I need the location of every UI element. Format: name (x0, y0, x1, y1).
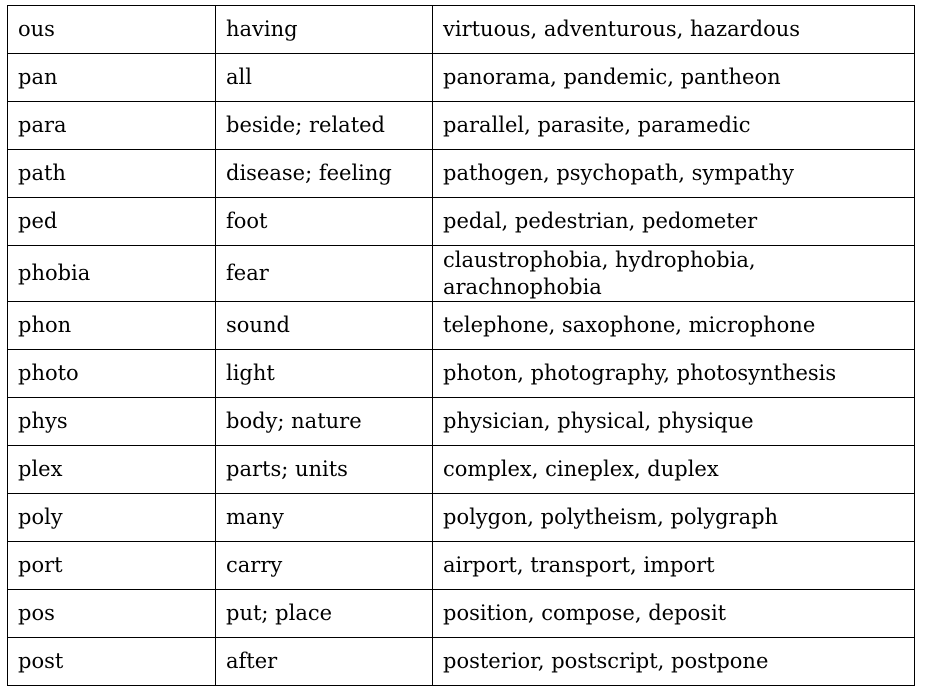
table-row (8, 246, 915, 302)
table-row (8, 542, 915, 590)
examples-cell: pathogen, psychopath, sympathy (433, 150, 915, 198)
meaning-cell: foot (216, 198, 433, 246)
root-cell: poly (8, 494, 216, 542)
examples-cell: telephone, saxophone, microphone (433, 302, 915, 350)
examples-cell: parallel, parasite, paramedic (433, 102, 915, 150)
meaning-cell: many (216, 494, 433, 542)
root-cell: para (8, 102, 216, 150)
root-cell: post (8, 638, 216, 686)
document-page (7, 5, 915, 686)
examples-cell: complex, cineplex, duplex (433, 446, 915, 494)
examples-cell: photon, photography, photosynthesis (433, 350, 915, 398)
root-cell: path (8, 150, 216, 198)
word-roots-table (7, 5, 915, 686)
meaning-cell: beside; related (216, 102, 433, 150)
table-row (8, 54, 915, 102)
examples-cell: polygon, polytheism, polygraph (433, 494, 915, 542)
root-cell: phobia (8, 246, 216, 302)
table-row (8, 494, 915, 542)
root-cell: port (8, 542, 216, 590)
meaning-cell: body; nature (216, 398, 433, 446)
root-cell: ped (8, 198, 216, 246)
meaning-cell: after (216, 638, 433, 686)
table-row (8, 102, 915, 150)
table-row (8, 398, 915, 446)
meaning-cell: light (216, 350, 433, 398)
root-cell: pan (8, 54, 216, 102)
examples-cell: panorama, pandemic, pantheon (433, 54, 915, 102)
examples-cell: airport, transport, import (433, 542, 915, 590)
meaning-cell: disease; feeling (216, 150, 433, 198)
meaning-cell: sound (216, 302, 433, 350)
table-row (8, 302, 915, 350)
table-row (8, 638, 915, 686)
table-row (8, 446, 915, 494)
table-row (8, 590, 915, 638)
examples-cell: position, compose, deposit (433, 590, 915, 638)
table-row (8, 350, 915, 398)
meaning-cell: carry (216, 542, 433, 590)
examples-cell: physician, physical, physique (433, 398, 915, 446)
root-cell: plex (8, 446, 216, 494)
meaning-cell: having (216, 6, 433, 54)
meaning-cell: fear (216, 246, 433, 302)
meaning-cell: all (216, 54, 433, 102)
root-cell: pos (8, 590, 216, 638)
root-cell: phon (8, 302, 216, 350)
table-row (8, 198, 915, 246)
table-row (8, 6, 915, 54)
root-cell: photo (8, 350, 216, 398)
meaning-cell: put; place (216, 590, 433, 638)
table-row (8, 150, 915, 198)
meaning-cell: parts; units (216, 446, 433, 494)
examples-cell: virtuous, adventurous, hazardous (433, 6, 915, 54)
root-cell: ous (8, 6, 216, 54)
examples-cell: claustrophobia, hydrophobia, arachnophobia (433, 246, 915, 302)
examples-cell: pedal, pedestrian, pedometer (433, 198, 915, 246)
root-cell: phys (8, 398, 216, 446)
examples-cell: posterior, postscript, postpone (433, 638, 915, 686)
